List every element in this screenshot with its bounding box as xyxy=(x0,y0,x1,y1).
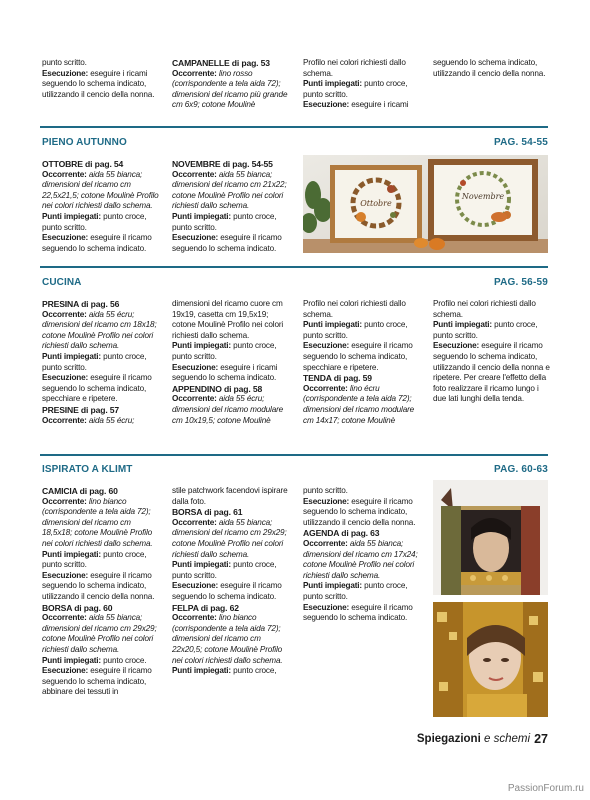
section-title-cucina: CUCINA xyxy=(42,277,82,288)
section-rule xyxy=(40,266,548,268)
item-heading: FELPA di pag. 62 xyxy=(172,602,239,613)
spec-line xyxy=(303,497,421,529)
item-heading: BORSA di pag. 60 xyxy=(42,602,113,613)
spec-text: punto croce, xyxy=(231,666,277,676)
spec-text: aida 55 bianca; dimensioni del ricamo cm 17x24; cotone Moulinè Profilo nei colori richiesti dallo schema. xyxy=(303,538,418,580)
item-heading: AGENDA di pag. 63 xyxy=(303,528,380,539)
bag-photo xyxy=(433,480,548,595)
spec-label: Punti impiegati: xyxy=(303,320,363,330)
spec-line xyxy=(303,581,421,602)
spec-label: Esecuzione: xyxy=(172,581,219,591)
section-rule xyxy=(40,126,548,128)
spec-text: lino rosso (corrispondente a tela aida 72); dimensioni del ricamo più grande cm 6x9; cotone Moulinè xyxy=(172,68,288,110)
footer-title xyxy=(417,733,530,745)
spec-label: Occorrente: xyxy=(42,415,87,425)
spec-label: Esecuzione: xyxy=(303,496,350,506)
spec-text: punto croce, punto scritto. xyxy=(303,581,408,601)
spec-label: Punti impiegati: xyxy=(42,549,102,559)
spec-text: punto croce, punto scritto. xyxy=(42,211,147,232)
spec-text: aida 55 écru; dimensioni del ricamo modulare cm 10x19,5; cotone Moulinè xyxy=(172,394,284,425)
item-heading: PRESINE di pag. 57 xyxy=(42,404,120,415)
item-heading: PRESINA di pag. 56 xyxy=(42,299,120,309)
item-heading: BORSA di pag. 61 xyxy=(172,507,243,518)
cucina-col-3 xyxy=(303,299,421,426)
spec-text: eseguire il ricamo seguendo lo schema indicato, utilizzando il cencio della nonna. xyxy=(42,570,155,601)
klimt-col-2 xyxy=(172,486,290,677)
spec-label: Occorrente: xyxy=(303,538,348,548)
frame-left-label: Ottobre xyxy=(360,199,392,208)
spec-text: eseguire il ricamo seguendo lo schema indicato, utilizzando il cencio della nonna. xyxy=(303,496,416,527)
spec-label: Esecuzione: xyxy=(303,341,350,351)
spec-line xyxy=(172,613,290,666)
spec-label: Esecuzione: xyxy=(303,100,350,110)
body-text: Profilo nei colori richiesti dallo schema. xyxy=(303,299,406,319)
spec-label: Punti impiegati: xyxy=(433,320,493,330)
spec-line xyxy=(42,212,160,233)
spec-text: eseguire il ricamo seguendo lo schema indicato, abbinare dei tessuti in xyxy=(42,666,152,697)
autunno-photo xyxy=(303,155,548,253)
body-text: seguendo lo schema indicato, utilizzando il cencio della nonna. xyxy=(433,58,546,78)
cucina-col-4 xyxy=(433,299,551,405)
spec-text: punto croce, punto scritto. xyxy=(172,211,277,232)
spec-line xyxy=(303,100,421,111)
footer-title-italic: e schemi xyxy=(480,733,530,745)
section-title-klimt: ISPIRATO A KLIMT xyxy=(42,464,133,475)
spec-label: Occorrente: xyxy=(172,68,217,78)
spec-label: Occorrente: xyxy=(172,169,217,179)
spec-line xyxy=(172,666,290,677)
footer-title-bold: Spiegazioni xyxy=(416,733,481,745)
spec-line xyxy=(42,170,160,212)
section-page-autunno: PAG. 54-55 xyxy=(493,137,548,148)
klimt-col-1 xyxy=(42,486,160,698)
spec-label: Occorrente: xyxy=(42,613,87,623)
spec-text: eseguire il ricamo seguendo lo schema indicato. xyxy=(42,233,152,253)
spec-text: lino bianco (corrispondente a tela aida 72); dimensioni del ricamo cm 22x20,5; cotone Moulinè Profilo nei colori richiesti dallo schema. xyxy=(172,613,283,665)
spec-text: aida 55 écru; xyxy=(86,415,135,425)
spec-line xyxy=(172,363,290,384)
top-col-3 xyxy=(303,58,421,111)
spec-line xyxy=(42,233,160,254)
spec-label: Occorrente: xyxy=(303,383,348,393)
spec-text: punto croce, punto scritto. xyxy=(303,320,408,340)
item-heading: CAMICIA di pag. 60 xyxy=(42,486,118,496)
spec-line xyxy=(42,613,160,655)
spec-text: eseguire il ricamo seguendo lo schema indicato, specchiare e ripetere. xyxy=(42,373,152,404)
spec-text: lino écru (corrispondente a tela aida 72); dimensioni del ricamo modulare cm 14x17; cotone Moulinè xyxy=(303,383,415,425)
spec-line xyxy=(42,497,160,550)
spec-label: Esecuzione: xyxy=(42,373,89,383)
section-rule xyxy=(40,454,548,456)
spec-text: punto croce, punto scritto. xyxy=(42,351,147,372)
spec-line xyxy=(42,550,160,571)
spec-line xyxy=(42,656,160,667)
spec-line xyxy=(303,341,421,373)
autunno-col-2 xyxy=(172,159,290,254)
body-text: stile patchwork facendovi ispirare dalla foto. xyxy=(172,486,288,506)
spec-line xyxy=(42,666,160,698)
top-col-2 xyxy=(172,58,290,111)
spec-line xyxy=(303,603,421,624)
spec-text: aida 55 bianca; dimensioni del ricamo cm 21x22; cotone Moulinè Profilo nei colori richiesti dallo schema. xyxy=(172,169,287,211)
spec-label: Esecuzione: xyxy=(42,68,89,78)
spec-label: Occorrente: xyxy=(172,394,217,404)
section-title-autunno: PIENO AUTUNNO xyxy=(42,137,127,148)
spec-text: punto croce, punto scritto. xyxy=(303,79,408,99)
spec-label: Punti impiegati: xyxy=(172,211,232,221)
spec-label: Esecuzione: xyxy=(303,602,350,612)
spec-line xyxy=(303,320,421,341)
item-heading: APPENDINO di pag. 58 xyxy=(172,383,263,394)
body-text: Profilo nei colori richiesti dallo schema. xyxy=(303,58,406,78)
spec-text: punto croce, punto scritto. xyxy=(172,341,277,361)
spec-line xyxy=(42,69,160,101)
spec-text: eseguire i ricami seguendo lo schema indicato. xyxy=(172,362,278,383)
spec-text: eseguire il ricamo seguendo lo schema indicato. xyxy=(303,602,413,623)
spec-label: Occorrente: xyxy=(172,517,217,527)
embroidery-photo xyxy=(433,602,548,717)
spec-line xyxy=(172,560,290,581)
spec-text: eseguire il ricamo seguendo lo schema indicato, specchiare e ripetere. xyxy=(303,341,413,372)
item-heading: CAMPANELLE di pag. 53 xyxy=(172,58,270,68)
spec-line xyxy=(303,384,421,426)
spec-line xyxy=(172,394,290,426)
spec-text: eseguire il ricamo seguendo lo schema indicato. xyxy=(172,581,282,601)
spec-label: Punti impiegati: xyxy=(303,79,363,89)
item-heading: OTTOBRE di pag. 54 xyxy=(42,159,124,169)
spec-line xyxy=(303,539,421,581)
spec-label: Punti impiegati: xyxy=(42,351,102,361)
spec-text: punto croce. xyxy=(101,655,147,665)
cucina-col-2 xyxy=(172,299,290,426)
spec-label: Punti impiegati: xyxy=(42,211,102,221)
spec-line xyxy=(42,352,160,373)
spec-label: Esecuzione: xyxy=(42,666,89,676)
spec-label: Occorrente: xyxy=(172,613,217,623)
spec-line xyxy=(433,320,551,341)
top-col-4 xyxy=(433,58,551,79)
page-number: 27 xyxy=(534,732,548,746)
spec-line xyxy=(172,581,290,602)
spec-label: Punti impiegati: xyxy=(172,560,232,570)
spec-line xyxy=(172,518,290,560)
spec-label: Esecuzione: xyxy=(172,362,219,372)
frame-right-label: Novembre xyxy=(461,192,505,201)
section-page-cucina: PAG. 56-59 xyxy=(493,277,548,288)
spec-text: lino bianco (corrispondente a tela aida 72); dimensioni del ricamo cm 18,5x18; cotone Moulinè Profilo nei colori richiesti dallo schema. xyxy=(42,496,153,548)
spec-text: aida 55 bianca; dimensioni del ricamo cm 29x29; cotone Moulinè Profilo nei colori richiesti dallo schema. xyxy=(172,517,287,559)
spec-label: Esecuzione: xyxy=(42,233,89,243)
spec-text: eseguire il ricamo seguendo lo schema indicato. xyxy=(172,233,282,253)
spec-line xyxy=(42,373,160,405)
spec-label: Esecuzione: xyxy=(172,233,219,243)
spec-line xyxy=(172,69,290,111)
spec-label: Occorrente: xyxy=(42,309,87,319)
spec-text: aida 55 écru; dimensioni del ricamo cm 18x18; cotone Moulinè Profilo nei colori richiesti dallo schema. xyxy=(42,309,157,351)
spec-text: punto croce, punto scritto. xyxy=(42,549,147,570)
body-text: punto scritto. xyxy=(303,486,348,495)
spec-label: Punti impiegati: xyxy=(303,581,363,591)
spec-label: Punti impiegati: xyxy=(42,655,102,665)
spec-text: punto croce, punto scritto. xyxy=(433,320,538,340)
spec-line xyxy=(42,571,160,603)
spec-text: eseguire il ricamo seguendo lo schema indicato, utilizzando il cencio della nonna e ripetere. Per creare l'effetto della foto realizzare il ricamo lungo i due lati lunghi della tenda. xyxy=(433,341,550,404)
spec-label: Punti impiegati: xyxy=(172,341,232,351)
body-text: dimensioni del ricamo cuore cm 19x19, casetta cm 19,5x19; cotone Moulinè Profilo nei colori richiesti dallo schema. xyxy=(172,299,284,340)
spec-text: aida 55 bianca; dimensioni del ricamo cm 22,5x21,5; cotone Moulinè Profilo nei colori richiesti dallo schema. xyxy=(42,169,159,211)
cucina-col-1 xyxy=(42,299,160,426)
spec-label: Esecuzione: xyxy=(42,570,89,580)
spec-text: eseguire i ricami seguendo lo schema indicato, utilizzando il cencio della nonna. xyxy=(42,68,155,99)
spec-line xyxy=(303,79,421,100)
section-page-klimt: PAG. 60-63 xyxy=(493,464,548,475)
klimt-col-3 xyxy=(303,486,421,624)
spec-label: Occorrente: xyxy=(42,496,87,506)
spec-text: punto croce, punto scritto. xyxy=(172,560,277,580)
item-heading: NOVEMBRE di pag. 54-55 xyxy=(172,159,273,169)
spec-line xyxy=(42,416,160,427)
spec-line xyxy=(172,212,290,233)
body-text: Profilo nei colori richiesti dallo schema. xyxy=(433,299,536,319)
spec-label: Esecuzione: xyxy=(433,341,480,351)
spec-line xyxy=(172,233,290,254)
spec-text: aida 55 bianca; dimensioni del ricamo cm 29x29; cotone Moulinè Profilo nei colori richiesti dallo schema. xyxy=(42,613,157,654)
spec-text: eseguire i ricami xyxy=(349,100,409,110)
spec-label: Occorrente: xyxy=(42,169,87,179)
spec-label: Punti impiegati: xyxy=(172,666,232,676)
spec-line xyxy=(172,341,290,362)
spec-line xyxy=(172,170,290,212)
spec-line xyxy=(433,341,551,405)
autunno-col-1 xyxy=(42,159,160,254)
top-col-1 xyxy=(42,58,160,100)
item-heading: TENDA di pag. 59 xyxy=(303,373,372,384)
watermark: PassionForum.ru xyxy=(507,783,584,794)
spec-line xyxy=(42,310,160,352)
body-text: punto scritto. xyxy=(42,58,87,67)
